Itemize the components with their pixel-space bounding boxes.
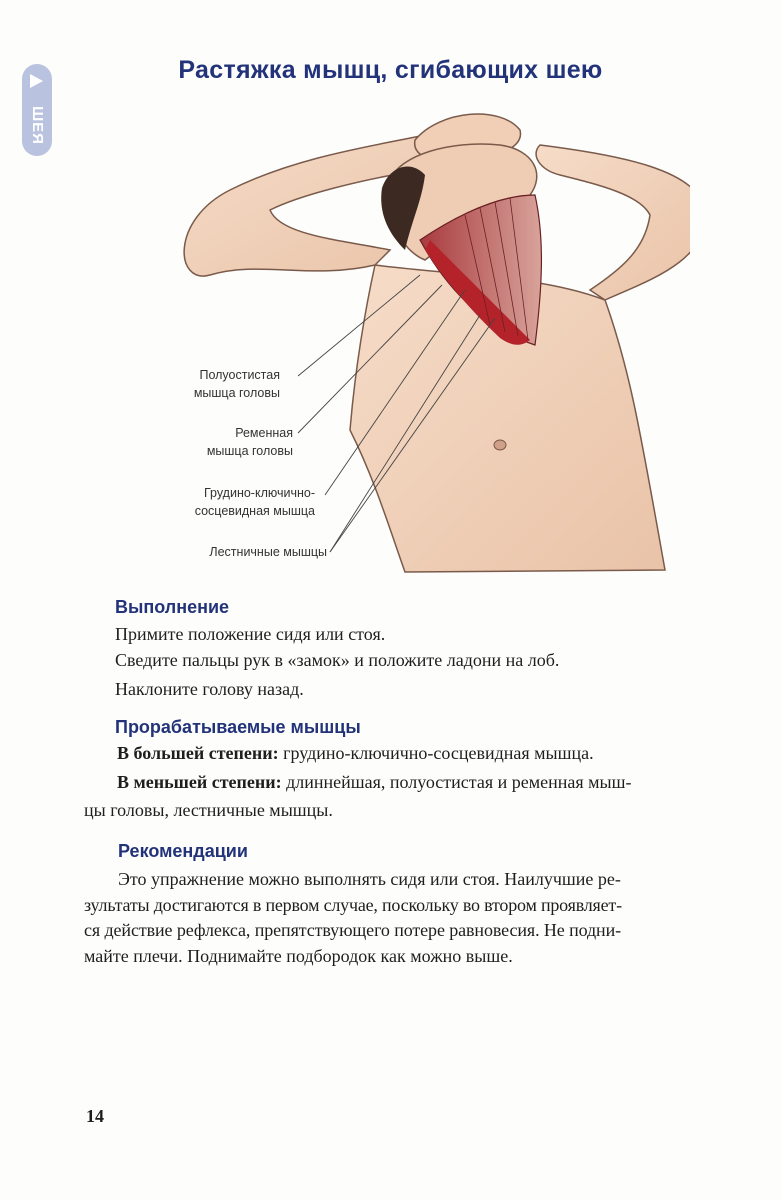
execution-line: Наклоните голову назад. [115,679,304,699]
execution-heading: Выполнение [115,597,230,617]
label-semispinalis: Полуостистая мышца головы [193,368,280,400]
muscles-primary [117,740,594,766]
right-arm [536,145,690,300]
primary-text: грудино-ключично-сосцевидная мышца. [278,743,594,763]
execution-line: Сведите пальцы рук в «замок» и положите ладони на лоб. [115,650,560,670]
recommendations-line: ся действие рефлекса, препятствующего потере равновесия. Не подни- [84,920,622,940]
muscles-heading: Прорабатываемые мышцы [115,717,361,737]
recommendations-line: зультаты достигаются в первом случае, поскольку во втором проявляет- [84,895,622,915]
primary-label: В большей степени: [117,743,279,763]
label-splenius: Ременная мышца головы [206,426,293,458]
page-number: 14 [86,1106,104,1126]
label-scalenes: Лестничные мышцы [209,545,327,559]
side-tab-label: ШЕЯ [28,105,46,145]
page-title: Растяжка мышц, сгибающих шею [178,56,603,84]
recommendations-line: майте плечи. Поднимайте подбородок как можно выше. [84,946,513,966]
nipple [494,440,506,450]
muscles-secondary-cont: цы головы, лестничные мышцы. [84,800,333,820]
recommendations-line: Это упражнение можно выполнять сидя или стоя. Наилучшие ре- [118,869,621,889]
execution-line: Примите положение сидя или стоя. [115,624,386,644]
recommendations-heading: Рекомендации [118,841,248,861]
muscles-secondary [117,769,632,795]
secondary-label: В меньшей степени: [117,772,282,792]
label-sternocleidomastoid: Грудино-ключично- сосцевидная мышца [194,486,315,518]
secondary-text: длиннейшая, полуостистая и ременная мыш- [281,772,632,792]
